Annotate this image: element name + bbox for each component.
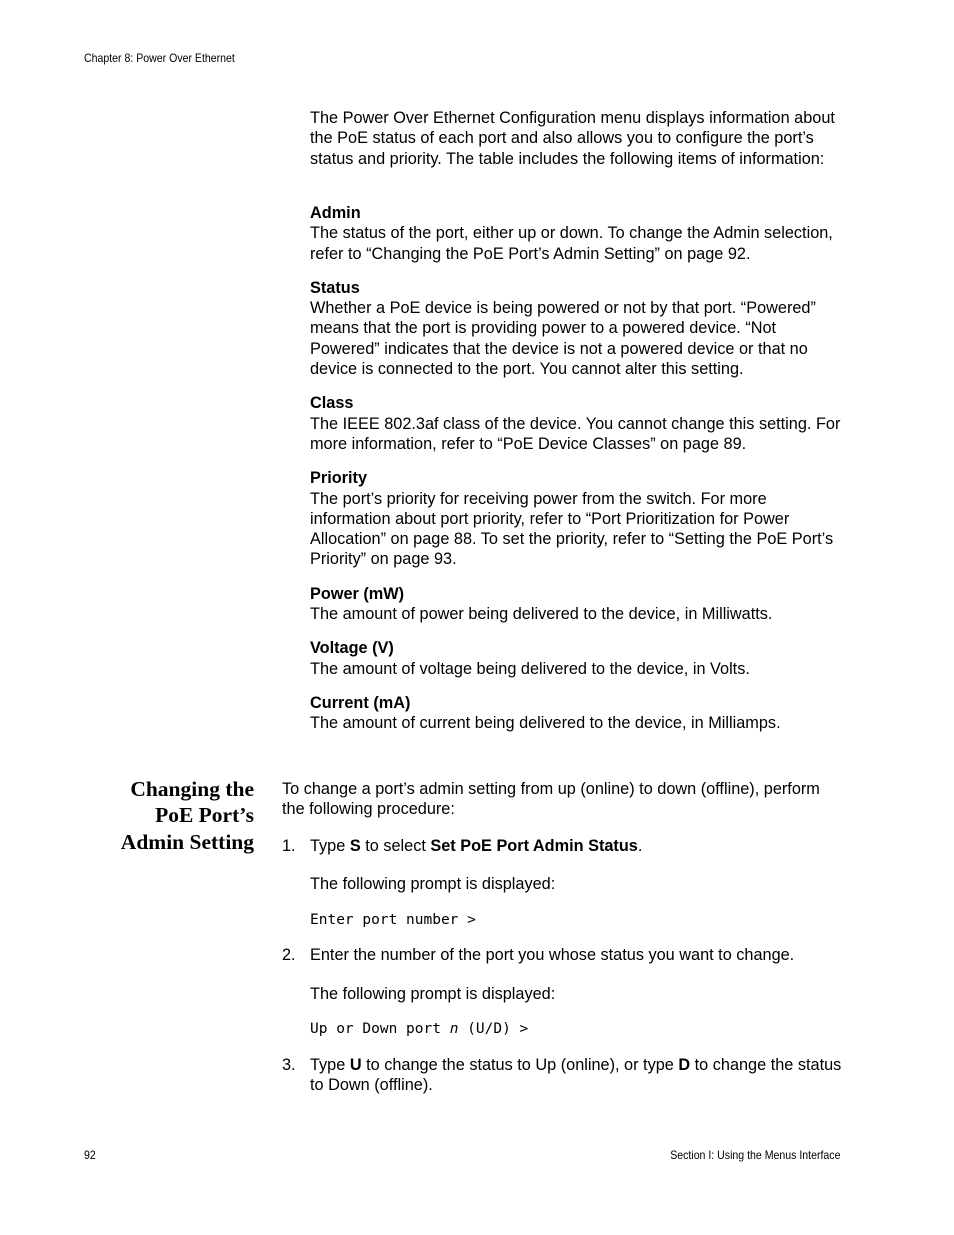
field-description: The amount of current being delivered to the device, in Milliamps.: [310, 714, 781, 733]
step-number: 1.: [282, 837, 296, 855]
prompt-label: The following prompt is displayed:: [310, 985, 556, 1003]
page-number: 92: [84, 1148, 96, 1162]
running-footer: Section I: Using the Menus Interface: [669, 1148, 840, 1162]
step-text: .: [637, 837, 643, 855]
field-priority: [310, 468, 850, 569]
field-description: The amount of voltage being delivered to the device, in Volts.: [310, 659, 750, 678]
step-number: 3.: [282, 1056, 296, 1074]
field-definitions: [310, 203, 850, 748]
field-name: Voltage (V): [310, 639, 394, 658]
prompt-text: Up or Down port: [310, 1021, 450, 1037]
step-key: U: [349, 1056, 362, 1074]
prompt-up-down: [310, 1020, 528, 1038]
prompt-text: (U/D) >: [458, 1021, 529, 1037]
running-header: Chapter 8: Power Over Ethernet: [84, 51, 235, 65]
field-description: The amount of power being delivered to the device, in Milliwatts.: [310, 605, 773, 624]
intro-paragraph: The Power Over Ethernet Configuration menu displays information about the PoE status of each port and also allows you to configure the port’s status and priority. The table includes the following items of information:: [310, 109, 835, 168]
field-name: Class: [310, 394, 354, 413]
prompt-port-number: Enter port number >: [310, 912, 476, 928]
section-heading: [100, 776, 254, 855]
step-3: [282, 1055, 842, 1096]
step-key: D: [678, 1056, 691, 1074]
step-text: to change the status to Down (offline).: [310, 1056, 842, 1095]
heading-line: Changing the: [130, 777, 254, 801]
field-description: The IEEE 802.3af class of the device. You cannot change this setting. For more information, refer to “PoE Device Classes” on page 89.: [310, 414, 841, 453]
step-text: Type: [310, 837, 350, 855]
step-text: to select: [360, 837, 431, 855]
field-class: [310, 393, 850, 454]
prompt-variable: n: [449, 1021, 459, 1037]
field-name: Admin: [310, 204, 361, 222]
step-number: 2.: [282, 946, 296, 964]
field-description: The status of the port, either up or down. To change the Admin selection, refer to “Changing the PoE Port’s Admin Setting” on page 92.: [310, 224, 833, 263]
field-name: Power (mW): [310, 584, 405, 603]
field-current: [310, 693, 850, 734]
field-name: Status: [310, 278, 360, 297]
step-text: Type: [310, 1056, 350, 1074]
field-voltage: [310, 638, 850, 679]
step-menu-option: Set PoE Port Admin Status: [430, 837, 638, 855]
field-admin: [310, 203, 850, 264]
section-intro: To change a port’s admin setting from up (online) to down (offline), perform the following procedure:: [282, 780, 820, 819]
step-text: Enter the number of the port you whose status you want to change.: [310, 946, 795, 964]
heading-line: Admin Setting: [120, 829, 254, 854]
field-description: The port’s priority for receiving power from the switch. For more information about port priority, refer to “Port Prioritization for Power Allocation” on page 88. To set the priority, refer to “Setting the PoE Port’s Priority” on page 93.: [310, 489, 834, 569]
step-key: S: [349, 837, 361, 855]
prompt-label: The following prompt is displayed:: [310, 875, 556, 893]
step-1: [282, 836, 842, 856]
heading-line: PoE Port’s: [155, 803, 254, 828]
field-description: Whether a PoE device is being powered or not by that port. “Powered” means that the port is providing power to a powered device. “Not Powered” indicates that the device is not a powered device or that no device is connected to the port. You cannot alter this setting.: [310, 299, 816, 379]
field-power: [310, 584, 850, 625]
step-2: [282, 945, 842, 965]
field-name: Priority: [310, 469, 368, 488]
field-name: Current (mA): [310, 693, 411, 712]
step-text: to change the status to Up (online), or type: [361, 1056, 679, 1074]
field-status: [310, 278, 850, 379]
